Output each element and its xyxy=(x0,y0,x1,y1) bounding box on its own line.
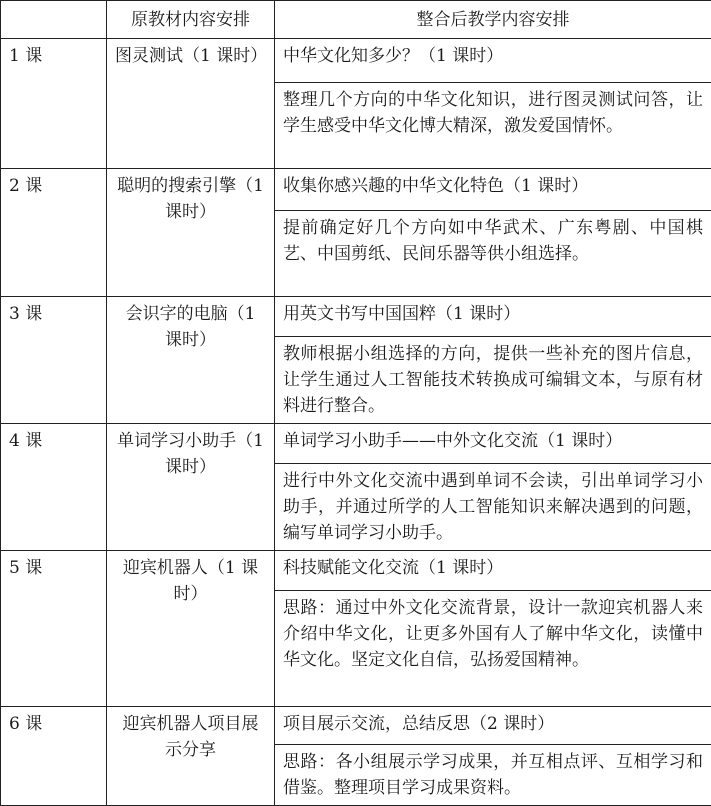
lesson-number: 3 课 xyxy=(1,297,107,424)
integrated-topic: 用英文书写中国国粹（1 课时） xyxy=(275,297,711,337)
lesson-number: 2 课 xyxy=(1,169,107,297)
integrated-topic: 收集你感兴趣的中华文化特色（1 课时） xyxy=(275,169,711,211)
table-header-row xyxy=(1,1,711,39)
integrated-detail: 思路：通过中外文化交流背景，设计一款迎宾机器人来介绍中华文化，让更多外国有人了解中华文化，读懂中华文化。坚定文化自信，弘扬爱国精神。 xyxy=(275,591,711,707)
original-content: 图灵测试（1 课时） xyxy=(107,39,275,169)
integrated-detail: 思路：各小组展示学习成果，并互相点评、互相学习和借鉴。整理项目学习成果资料。 xyxy=(275,745,711,806)
original-content: 迎宾机器人（1 课时） xyxy=(107,551,275,707)
lesson-number: 4 课 xyxy=(1,424,107,551)
integrated-detail: 教师根据小组选择的方向，提供一些补充的图片信息，让学生通过人工智能技术转换成可编辑文本，与原有材料进行整合。 xyxy=(275,337,711,424)
table-row xyxy=(1,707,711,745)
integrated-detail: 整理几个方向的中华文化知识，进行图灵测试问答，让学生感受中华文化博大精深，激发爱国情怀。 xyxy=(275,83,711,169)
table-row xyxy=(1,551,711,591)
integrated-detail: 提前确定好几个方向如中华武术、广东粤剧、中国棋艺、中国剪纸、民间乐器等供小组选择。 xyxy=(275,211,711,297)
original-content: 单词学习小助手（1 课时） xyxy=(107,424,275,551)
table-row xyxy=(1,297,711,337)
integrated-topic: 单词学习小助手——中外文化交流（1 课时） xyxy=(275,424,711,464)
integrated-topic: 科技赋能文化交流（1 课时） xyxy=(275,551,711,591)
table-row xyxy=(1,169,711,211)
table-row xyxy=(1,424,711,464)
original-content: 聪明的搜索引擎（1 课时） xyxy=(107,169,275,297)
lesson-number: 1 课 xyxy=(1,39,107,169)
integrated-topic: 中华文化知多少？（1 课时） xyxy=(275,39,711,83)
integrated-topic: 项目展示交流，总结反思（2 课时） xyxy=(275,707,711,745)
header-original: 原教材内容安排 xyxy=(107,1,275,39)
header-integrated: 整合后教学内容安排 xyxy=(275,1,711,39)
header-lesson xyxy=(1,1,107,39)
lesson-number: 5 课 xyxy=(1,551,107,707)
integrated-detail: 进行中外文化交流中遇到单词不会读，引出单词学习小助手，并通过所学的人工智能知识来解决遇到的问题，编写单词学习小助手。 xyxy=(275,464,711,551)
original-content: 迎宾机器人项目展示分享 xyxy=(107,707,275,806)
table-row xyxy=(1,39,711,83)
lesson-number: 6 课 xyxy=(1,707,107,806)
original-content: 会识字的电脑（1 课时） xyxy=(107,297,275,424)
